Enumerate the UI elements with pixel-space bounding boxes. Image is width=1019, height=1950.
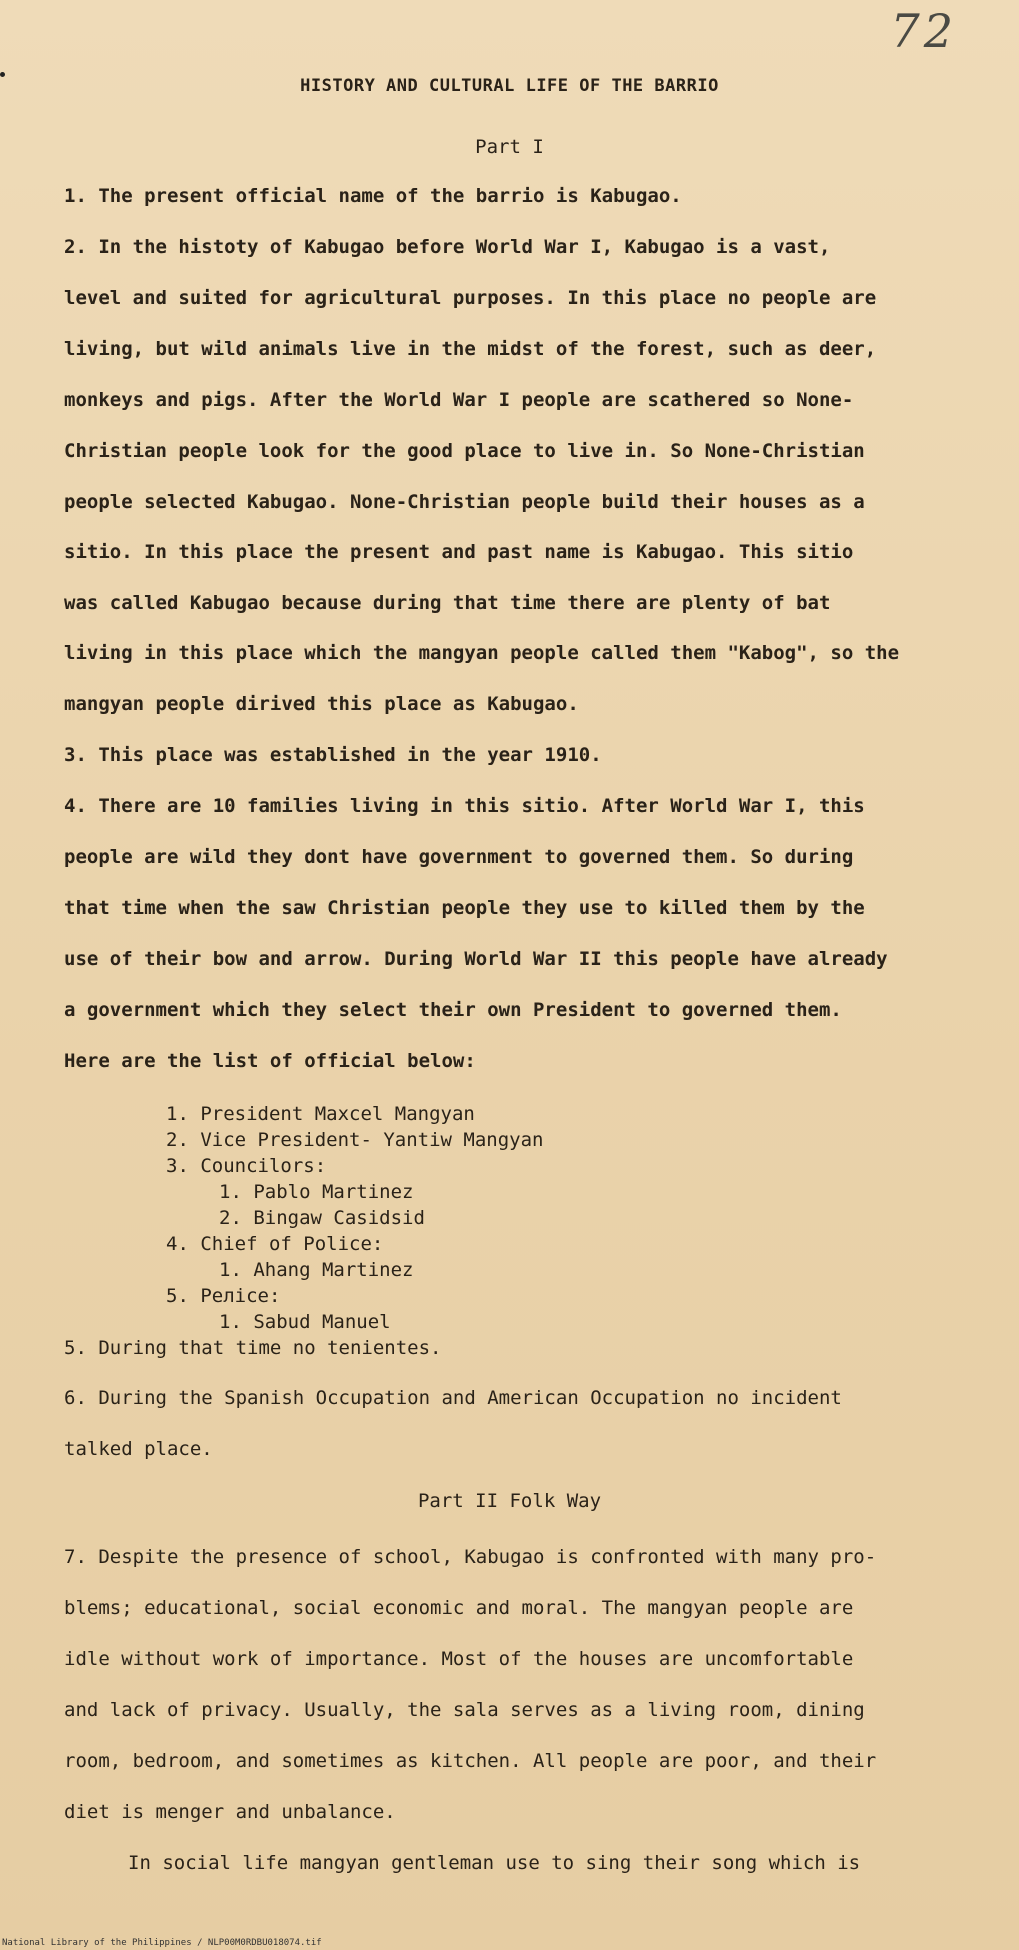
official-item: 2. Vice President- Yantiw Mangyan (166, 1129, 544, 1151)
text-line: living, but wild animals live in the midst of the forest, such as deer, (64, 338, 877, 360)
page-number: 72 (890, 4, 957, 58)
text-line: Christian people look for the good place to live in. So None-Christian (64, 440, 865, 462)
text-line: people selected Kabugao. None-Christian people build their houses as a (64, 491, 865, 513)
text-line: In social life mangyan gentleman use to sing their song which is (128, 1852, 861, 1874)
official-item: 4. Chief of Police: (166, 1233, 384, 1255)
text-line: 4. There are 10 families living in this sitio. After World War I, this (64, 795, 865, 817)
part2-heading: Part II Folk Way (417, 1490, 602, 1512)
official-subitem: 2. Bingaw Casidsid (219, 1207, 425, 1229)
text-line: living in this place which the mangyan people called them "Kabog", so the (64, 642, 900, 664)
document-title: HISTORY AND CULTURAL LIFE OF THE BARRIO (300, 76, 719, 96)
text-line: and lack of privacy. Usually, the sala serves as a living room, dining (64, 1699, 865, 1721)
official-item: 5. Pелice: (166, 1285, 281, 1307)
text-line: idle without work of importance. Most of the houses are uncomfortable (64, 1648, 854, 1670)
text-line: 7. Despite the presence of school, Kabugao is confronted with many pro- (64, 1546, 877, 1568)
text-line: was called Kabugao because during that time there are plenty of bat (64, 592, 831, 614)
text-line: people are wild they dont have government to governed them. So during (64, 846, 854, 868)
official-subitem: 1. Ahang Martinez (219, 1259, 414, 1281)
text-line: talked place. (64, 1438, 213, 1460)
text-line: level and suited for agricultural purposes. In this place no people are (64, 287, 877, 309)
text-line: a government which they select their own President to governed them. (64, 999, 842, 1021)
text-line: 6. During the Spanish Occupation and American Occupation no incident (64, 1387, 842, 1409)
text-line: sitio. In this place the present and past name is Kabugao. This sitio (64, 541, 854, 563)
text-line: 2. In the histoty of Kabugao before World War I, Kabugao is a vast, (64, 236, 831, 258)
text-line: Here are the list of official below: (64, 1050, 476, 1072)
text-line: 1. The present official name of the barrio is Kabugao. (64, 185, 682, 207)
official-item: 3. Councilors: (166, 1155, 327, 1177)
text-line: diet is menger and unbalance. (64, 1801, 396, 1823)
part1-heading: Part I (475, 136, 544, 158)
text-line: 3. This place was established in the year 1910. (64, 744, 602, 766)
text-line: room, bedroom, and sometimes as kitchen. All people are poor, and their (64, 1750, 877, 1772)
scan-footer: National Library of the Philippines / NLP00M0RDBU018074.tif (2, 1938, 322, 1948)
text-line: mangyan people dirived this place as Kabugao. (64, 693, 579, 715)
text-line: blems; educational, social economic and moral. The mangyan people are (64, 1597, 854, 1619)
official-subitem: 1. Pablo Martinez (219, 1181, 414, 1203)
text-line: monkeys and pigs. After the World War I people are scathered so None- (64, 389, 854, 411)
text-line: 5. During that time no tenientes. (64, 1337, 442, 1359)
text-line: use of their bow and arrow. During World War II this people have already (64, 948, 888, 970)
official-subitem: 1. Sabud Manuel (219, 1311, 391, 1333)
official-item: 1. President Maxcel Mangyan (166, 1103, 475, 1125)
text-line: that time when the saw Christian people they use to killed them by the (64, 897, 865, 919)
